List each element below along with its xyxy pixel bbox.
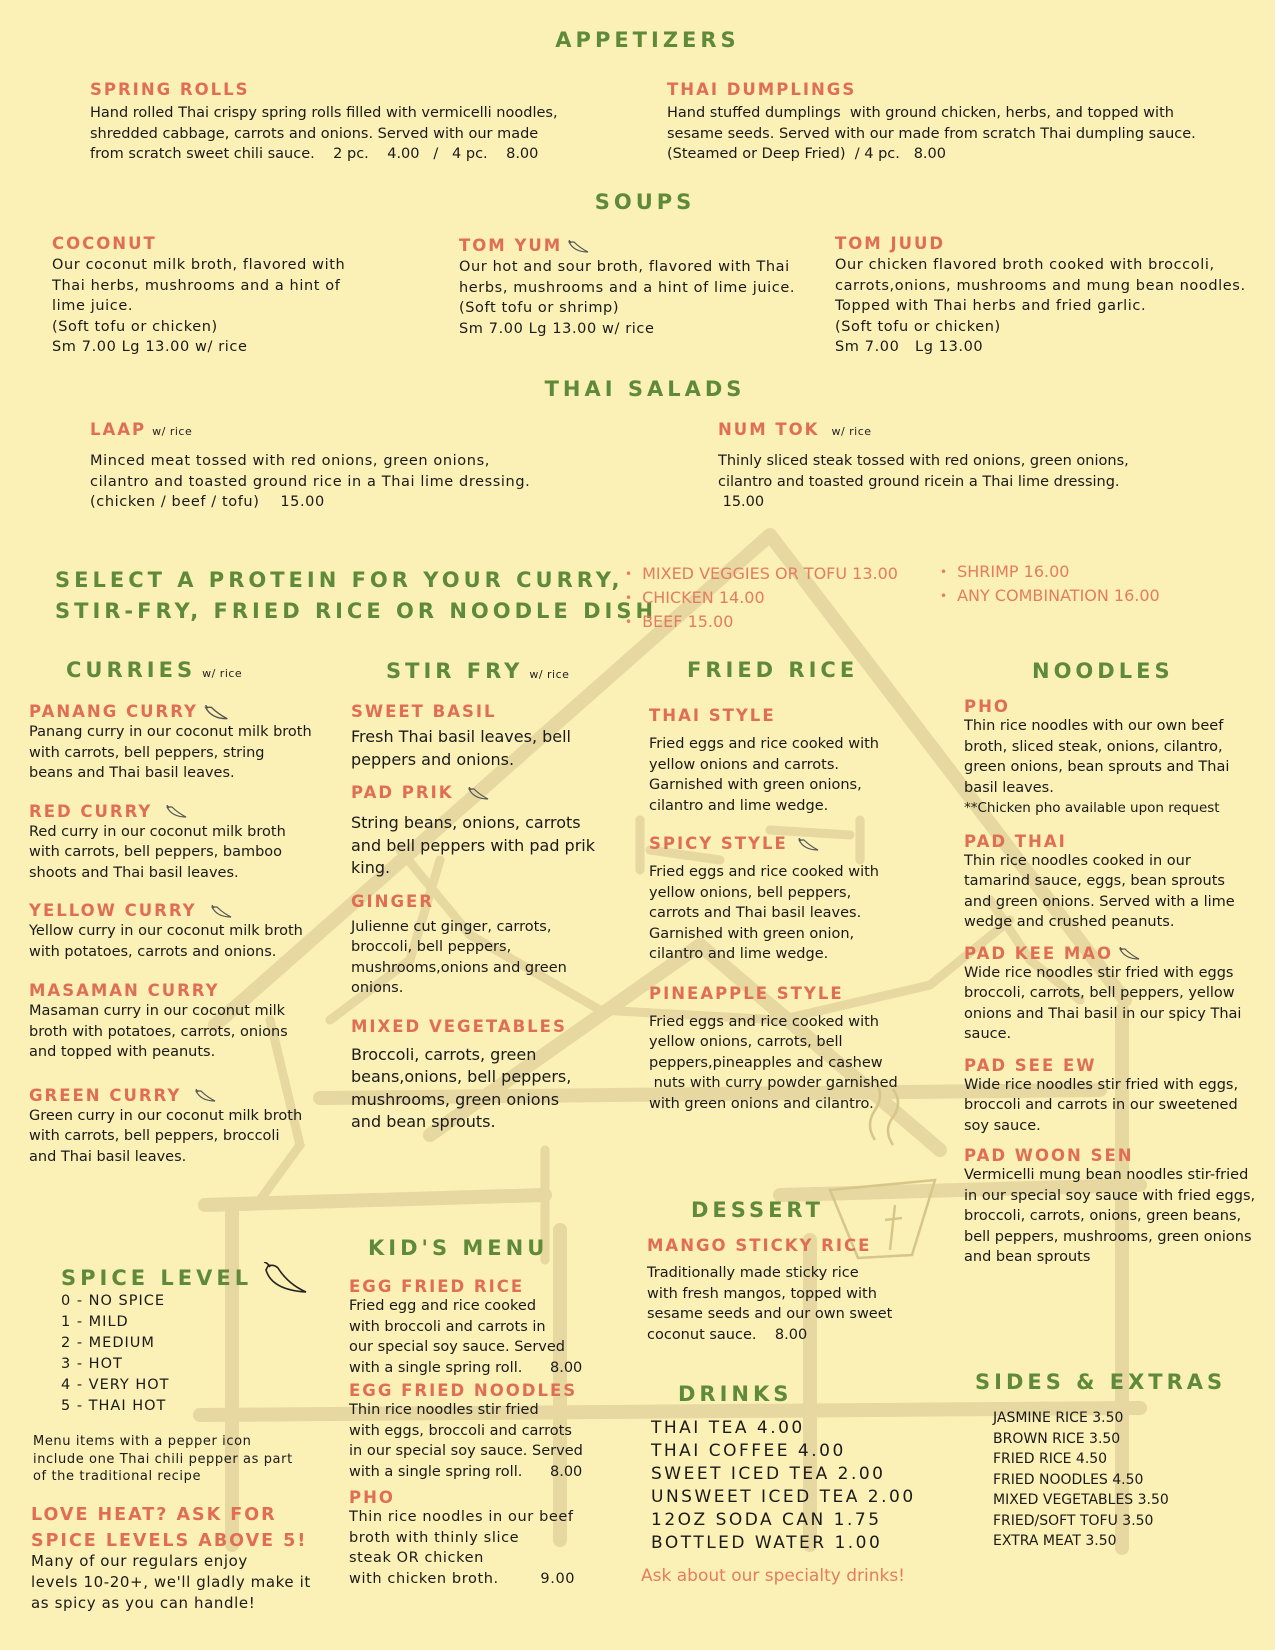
item-desc-line: Fried eggs and rice cooked with [649,736,879,752]
item-name: THAI DUMPLINGS [667,80,857,99]
appetizers-heading: APPETIZERS [555,28,740,52]
item-desc-line: peppers,pineapples and cashew [649,1054,883,1071]
item-desc-line: yellow onions, carrots, bell [649,1034,843,1050]
sides-list [993,1408,1169,1552]
menu-item [29,802,319,884]
item-name: COCONUT [52,234,157,253]
item-desc-line: onions. [351,980,404,996]
item-desc-line: carrots,onions, mushrooms and mung bean noodles. [835,277,1246,294]
item-desc-line: and Thai basil leaves. [29,1148,187,1165]
dessert-heading: DESSERT [691,1198,824,1222]
item-name: PAD THAI [964,831,1067,851]
chili-pepper-icon [166,805,188,819]
item-name: THAI STYLE [649,706,776,725]
item-name: MASAMAN CURRY [29,981,220,1000]
love-heat-line: LOVE HEAT? ASK FOR [31,1505,277,1525]
drink-item: THAI TEA 4.00 [651,1418,805,1438]
side-item: FRIED/SOFT TOFU 3.50 [993,1512,1154,1529]
drink-item: 12OZ SODA CAN 1.75 [651,1510,882,1530]
fried-rice-list [649,706,909,1114]
item-desc-line: Julienne cut ginger, carrots, [351,918,552,935]
menu-item [649,834,909,965]
drinks-list [651,1417,916,1555]
menu-item [351,783,596,880]
item-desc-line: cilantro and toasted ground ricein a Thai lime dressing. [718,473,1120,490]
coconut-soup-item [52,234,345,358]
item-desc-line: with carrots, bell peppers, broccoli [29,1128,280,1144]
side-item: EXTRA MEAT 3.50 [993,1533,1117,1549]
item-desc-line: wedge and crushed peanuts. [964,914,1175,930]
item-desc-line: Thai herbs, mushrooms and a hint of [52,277,341,294]
mango-sticky-rice-item [647,1236,917,1345]
item-desc-line: broccoli, carrots, bell peppers, yellow [964,985,1235,1001]
item-desc-line: green onions, bean sprouts and Thai [964,759,1230,775]
item-desc-line: broccoli and carrots in our sweetened [964,1097,1238,1113]
kids-menu-heading: KID'S MENU [368,1236,549,1260]
menu-item [349,1381,599,1482]
menu-item [351,892,596,999]
item-desc-line: Traditionally made sticky rice [647,1265,859,1281]
item-desc-line: peppers and onions. [351,749,515,769]
menu-item [351,702,596,771]
item-desc-line: and bell peppers with pad prik [351,835,595,855]
protein-heading-line: STIR-FRY, FRIED RICE OR NOODLE DISH [55,599,658,623]
item-name: EGG FRIED RICE [349,1277,525,1296]
item-desc-line: carrots and Thai basil leaves. [649,905,862,921]
item-desc-line: mushrooms,onions and green [351,959,567,976]
item-name: MANGO STICKY RICE [647,1236,872,1255]
chili-pepper-icon [262,1262,310,1296]
section-note: w/ rice [529,668,570,681]
side-item: BROWN RICE 3.50 [993,1430,1121,1447]
item-desc-line: Our coconut milk broth, flavored with [52,257,346,273]
item-desc-line: Topped with Thai herbs and fried garlic. [835,298,1147,314]
menu-item [964,832,1259,933]
stir-fry-list [351,702,596,1134]
item-desc-line: and bean sprouts [964,1249,1091,1265]
item-desc-line: sesame seeds. Served with our made from scratch Thai dumpling sauce. [667,125,1196,142]
protein-option: • ANY COMBINATION 16.00 [940,584,1160,608]
item-desc-line: with carrots, bell peppers, bamboo [29,844,283,860]
item-desc-line: with fresh mangos, topped with [647,1285,877,1302]
item-desc-line: bell peppers, mushrooms, green onions [964,1228,1252,1245]
section-title: SPICE LEVEL [61,1266,253,1290]
item-desc-line: Our hot and sour broth, flavored with Thai [459,259,790,275]
note-line: include one Thai chili pepper as part [33,1451,293,1467]
menu-item [349,1277,599,1378]
item-desc-line: (Soft tofu or chicken) [52,318,218,335]
item-desc-line: Fried eggs and rice cooked with [649,1013,879,1030]
menu-item [351,1017,596,1134]
note-line: Menu items with a pepper icon [33,1434,252,1449]
item-desc-line: broccoli, bell peppers, [351,939,512,955]
item-desc-line: Wide rice noodles stir fried with eggs, [964,1076,1239,1093]
item-desc-line: sesame seeds and our own sweet [647,1306,893,1322]
section-note: w/ rice [202,667,243,680]
item-desc-line: Yellow curry in our coconut milk broth [29,923,303,939]
item-desc-line: sauce. [964,1026,1012,1042]
item-name: YELLOW CURRY [29,901,197,920]
drink-item: SWEET ICED TEA 2.00 [651,1464,886,1484]
protein-heading [55,565,658,627]
side-item: JASMINE RICE 3.50 [993,1410,1124,1426]
item-name: PANANG CURRY [29,702,198,721]
item-desc-line: in our special soy sauce. Served [349,1443,583,1459]
item-desc-line: Minced meat tossed with red onions, green onions, [90,453,490,469]
item-desc-line: with broccoli and carrots in [349,1318,546,1335]
chili-pepper-icon [195,1089,217,1103]
item-name: PHO [964,697,1010,716]
item-desc-line: cilantro and lime wedge. [649,946,829,962]
chili-pepper-icon [798,838,820,852]
item-name: SPRING ROLLS [90,80,250,99]
item-desc-line: Sm 7.00 Lg 13.00 [835,339,984,355]
item-desc-line: broth with thinly slice [349,1529,520,1546]
spring-rolls-item [90,80,558,165]
item-name: PAD KEE MAO [964,943,1114,963]
item-desc-line: Thin rice noodles in our beef [349,1509,574,1525]
tom-yum-item [459,236,795,339]
item-desc-line: shredded cabbage, carrots and onions. Served with our made [90,125,539,142]
menu-item [964,944,1259,1045]
menu-item [964,1056,1259,1137]
item-name: PAD WOON SEN [964,1146,1134,1165]
menu-item [964,697,1259,819]
item-desc-line: Thin rice noodles with our own beef [964,718,1224,734]
item-desc-line: with carrots, bell peppers, string [29,744,265,761]
drink-item: BOTTLED WATER 1.00 [651,1533,883,1553]
item-name: PINEAPPLE STYLE [649,983,844,1003]
drink-item: THAI COFFEE 4.00 [651,1441,846,1461]
side-item: MIXED VEGETABLES 3.50 [993,1492,1169,1508]
item-desc-line: Panang curry in our coconut milk broth [29,724,312,740]
protein-option: • MIXED VEGGIES OR TOFU 13.00 [625,562,898,586]
menu-item [29,901,319,962]
item-name: PHO [349,1488,395,1507]
item-desc-line: with a single spring roll. 8.00 [349,1359,583,1376]
spice-level-item: 1 - MILD [61,1314,129,1330]
item-name: MIXED VEGETABLES [351,1016,567,1036]
item-name: EGG FRIED NOODLES [349,1381,578,1400]
chili-pepper-icon [204,705,230,721]
love-heat-desc [31,1551,311,1614]
item-desc-line: Sm 7.00 Lg 13.00 w/ rice [459,320,655,337]
item-desc-line: (chicken / beef / tofu) 15.00 [90,494,325,510]
item-desc-line: Fried eggs and rice cooked with [649,864,879,880]
item-name: NUM TOK [718,420,820,439]
item-desc-line: soy sauce. [964,1117,1041,1134]
item-desc-line: in our special soy sauce with fried eggs, [964,1187,1256,1204]
item-name: SWEET BASIL [351,702,497,721]
item-desc-line: onions and Thai basil in our spicy Thai [964,1005,1242,1022]
fried-rice-heading: FRIED RICE [687,658,859,682]
thai-dumplings-item [667,80,1196,165]
item-desc-line: Green curry in our coconut milk broth [29,1107,303,1124]
chili-pepper-icon [1119,947,1141,961]
noodles-heading: NOODLES [1032,659,1174,683]
spice-level-item: 3 - HOT [61,1356,123,1372]
item-desc-line: with green onions and cilantro. [649,1095,874,1112]
item-desc-line: Garnished with green onion, [649,925,855,942]
item-desc-line: nuts with curry powder garnished [649,1075,898,1091]
item-desc-line: Thin rice noodles cooked in our [964,852,1191,869]
item-desc-line: yellow onions, bell peppers, [649,884,852,901]
item-desc-line: String beans, onions, carrots [351,813,581,832]
side-item: FRIED NOODLES 4.50 [993,1471,1144,1488]
note-line: of the traditional recipe [33,1469,202,1484]
item-name: GREEN CURRY [29,1085,182,1105]
laap-item [90,420,530,513]
drinks-heading: DRINKS [678,1382,793,1406]
item-desc-line: (Soft tofu or shrimp) [459,300,620,316]
menu-item [29,981,319,1063]
love-heat-desc-line: Many of our regulars enjoy [31,1552,248,1570]
item-name: PAD SEE EW [964,1055,1097,1075]
kids-menu-list [349,1277,599,1589]
item-desc-line: basil leaves. [964,779,1054,796]
item-name: TOM YUM [459,236,563,255]
love-heat-desc-line: as spicy as you can handle! [31,1594,256,1612]
item-name: TOM JUUD [835,234,946,253]
item-desc-line: broth, sliced steak, onions, cilantro, [964,738,1223,755]
menu-item [649,984,909,1115]
item-note: w/ rice [152,425,193,438]
item-desc-line: our special soy sauce. Served [349,1339,565,1355]
specialty-drinks-note: Ask about our specialty drinks! [641,1566,905,1586]
protein-heading-line: SELECT A PROTEIN FOR YOUR CURRY, [55,568,624,592]
protein-option: • SHRIMP 16.00 [940,560,1160,584]
soups-heading: SOUPS [594,190,696,214]
item-desc-line: (Steamed or Deep Fried) / 4 pc. 8.00 [667,146,946,162]
item-desc-line: (Soft tofu or chicken) [835,318,1001,335]
side-item: FRIED RICE 4.50 [993,1451,1108,1467]
menu-item [29,1086,319,1168]
item-name: RED CURRY [29,801,153,821]
item-name: GINGER [351,891,435,911]
spice-level-item: 0 - NO SPICE [61,1293,166,1309]
item-desc-line: Hand rolled Thai crispy spring rolls filled with vermicelli noodles, [90,105,558,121]
protein-price-list [625,562,898,634]
stir-fry-heading [386,659,569,683]
item-desc-line: and bean sprouts. [351,1112,496,1131]
item-desc-line: Thinly sliced steak tossed with red onions, green onions, [718,453,1129,469]
item-desc-line: steak OR chicken [349,1550,484,1566]
spice-level-item: 4 - VERY HOT [61,1377,170,1393]
item-desc-line: Hand stuffed dumplings with ground chicken, herbs, and topped with [667,105,1174,121]
item-desc-line: Sm 7.00 Lg 13.00 w/ rice [52,339,248,355]
item-desc-line: lime juice. [52,298,134,314]
item-desc-line: herbs, mushrooms and a hint of lime juice. [459,279,796,296]
noodles-list [964,697,1259,1268]
spice-levels-list [61,1291,170,1417]
tom-juud-item [835,234,1246,358]
item-name: LAAP [90,420,147,439]
item-desc-line: Red curry in our coconut milk broth [29,823,286,840]
item-name: PAD PRIK [351,783,454,802]
menu-item [349,1488,599,1589]
item-desc-line: broccoli, carrots, onions, green beans, [964,1208,1242,1224]
item-desc-line: mushrooms, green onions [351,1089,560,1109]
item-desc-line: from scratch sweet chili sauce. 2 pc. 4.00 / 4 pc. 8.00 [90,146,539,162]
item-desc-line: Masaman curry in our coconut milk [29,1003,286,1019]
item-desc-line: Thin rice noodles stir fried [349,1402,539,1418]
menu-item [964,1146,1259,1268]
item-desc-line: cilantro and toasted ground rice in a Thai lime dressing. [90,473,531,490]
spice-level-item: 2 - MEDIUM [61,1335,155,1351]
drink-item: UNSWEET ICED TEA 2.00 [651,1487,916,1507]
item-desc-line: Broccoli, carrots, green [351,1044,537,1064]
item-desc-line: **Chicken pho available upon request [964,800,1220,816]
curries-list [29,702,319,1167]
item-desc-line: with eggs, broccoli and carrots [349,1422,572,1439]
chili-pepper-icon [211,905,233,919]
item-desc-line: 15.00 [718,494,765,510]
menu-item [649,706,909,816]
menu-item [29,702,319,784]
item-desc-line: with chicken broth. 9.00 [349,1570,576,1587]
chili-pepper-icon [568,240,590,254]
item-desc-line: with a single spring roll. 8.00 [349,1463,583,1480]
item-desc-line: cilantro and lime wedge. [649,797,829,814]
love-heat-line: SPICE LEVELS ABOVE 5! [31,1531,308,1551]
spice-level-item: 5 - THAI HOT [61,1398,167,1414]
item-desc-line: tamarind sauce, eggs, bean sprouts [964,873,1225,889]
protein-option: • CHICKEN 14.00 [625,586,898,610]
item-desc-line: shoots and Thai basil leaves. [29,864,239,881]
love-heat-heading [31,1502,307,1554]
item-desc-line: Wide rice noodles stir fried with eggs [964,964,1234,981]
sides-heading: SIDES & EXTRAS [975,1370,1227,1394]
num-tok-item [718,420,1129,513]
item-desc-line: Garnished with green onions, [649,777,862,793]
item-desc-line: and green onions. Served with a lime [964,893,1235,910]
item-desc-line: with potatoes, carrots and onions. [29,943,277,960]
chili-pepper-icon [468,787,490,801]
thai-salads-heading: THAI SALADS [544,377,746,401]
love-heat-desc-line: levels 10-20+, we'll gladly make it [31,1573,311,1591]
item-desc-line: beans and Thai basil leaves. [29,765,235,781]
item-desc-line: Our chicken flavored broth cooked with broccoli, [835,257,1215,273]
item-desc-line: beans,onions, bell peppers, [351,1067,572,1086]
item-name: SPICY STYLE [649,834,788,853]
item-desc-line: king. [351,858,391,877]
item-desc-line: yellow onions and carrots. [649,756,840,773]
curries-heading [66,658,242,682]
item-desc-line: Vermicelli mung bean noodles stir-fried [964,1167,1249,1183]
item-desc-line: coconut sauce. 8.00 [647,1326,808,1343]
item-desc-line: Fresh Thai basil leaves, bell [351,727,571,746]
protein-price-list [940,560,1160,608]
item-desc-line: broth with potatoes, carrots, onions [29,1023,288,1040]
item-note: w/ rice [831,425,872,438]
protein-option: • BEEF 15.00 [625,610,898,634]
item-desc-line: Fried egg and rice cooked [349,1298,537,1314]
item-desc-line: and topped with peanuts. [29,1044,216,1060]
section-title: STIR FRY [386,659,524,683]
section-title: CURRIES [66,658,197,682]
pepper-icon-note [33,1433,293,1486]
